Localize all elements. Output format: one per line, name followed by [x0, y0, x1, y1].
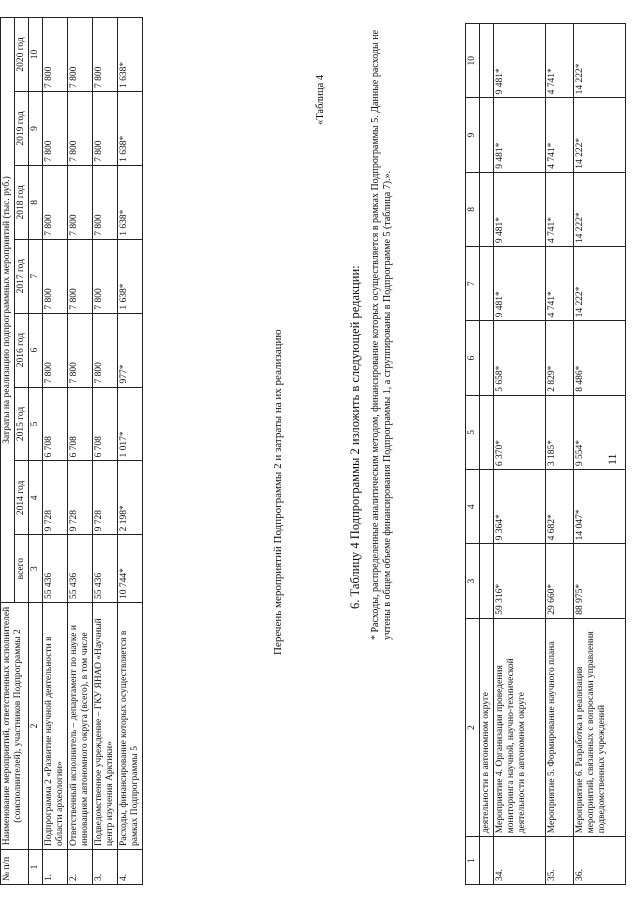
value-cell: 9 728 — [43, 461, 68, 535]
header-cell: всего — [15, 535, 29, 603]
value-cell: 7 800 — [43, 313, 68, 387]
table-row — [68, 18, 93, 885]
value-cell: 29 660* — [546, 544, 574, 618]
row-name: Подпрограмма 2 «Развитие научной деятельности в области археологии» — [43, 603, 68, 850]
value-cell: 2 829* — [546, 321, 574, 395]
table-row — [574, 24, 626, 885]
value-cell: 8 486* — [574, 321, 626, 395]
value-cell: 1 017* — [118, 387, 143, 461]
page-number: 11 — [605, 453, 619, 465]
header-cell: 8 — [466, 172, 480, 246]
row-number: 2. — [68, 850, 93, 885]
value-cell: 6 708 — [43, 387, 68, 461]
value-cell: 7 800 — [43, 91, 68, 165]
value-cell: 9 481* — [494, 24, 546, 98]
value-cell: 3 185* — [546, 395, 574, 469]
header-cell: 2 — [466, 618, 480, 837]
header-cell: 2019 год — [15, 91, 29, 165]
value-cell: 7 800 — [93, 91, 118, 165]
row-name: Расходы, финансирование которых осуществляется в рамках Подпрограммы 5 — [118, 603, 143, 850]
value-cell: 14 222* — [574, 247, 626, 321]
row-number: 3. — [93, 850, 118, 885]
section-heading: 6. Таблицу 4 Подпрограммы 2 изложить в следующей редакции: — [348, 265, 362, 609]
value-cell: 7 800 — [68, 18, 93, 92]
row-name: Мероприятие 5. Формирование научного плана — [546, 618, 574, 837]
value-cell: 9 554* — [574, 395, 626, 469]
value-cell: 7 800 — [68, 165, 93, 239]
value-cell: 4 741* — [546, 247, 574, 321]
value-cell: 9 481* — [494, 98, 546, 172]
value-cell: 6 708 — [68, 387, 93, 461]
table-cell — [480, 172, 494, 246]
table-row — [118, 18, 143, 885]
row-number: 35. — [546, 837, 574, 885]
value-cell: 4 741* — [546, 24, 574, 98]
value-cell: 6 370* — [494, 395, 546, 469]
header-cell: 2 — [29, 603, 43, 850]
value-cell: 55 436 — [68, 535, 93, 603]
table-row — [480, 24, 494, 885]
header-cell: 7 — [466, 247, 480, 321]
value-cell: 9 728 — [68, 461, 93, 535]
value-cell: 7 800 — [68, 91, 93, 165]
value-cell: 1 638* — [118, 165, 143, 239]
value-cell: 7 800 — [93, 165, 118, 239]
header-cell: 2015 год — [15, 387, 29, 461]
value-cell: 1 638* — [118, 18, 143, 92]
table-header-row — [1, 18, 15, 885]
header-cell: 9 — [466, 98, 480, 172]
value-cell: 7 800 — [93, 313, 118, 387]
table-caption: Перечень мероприятий Подпрограммы 2 и затраты на их реализацию — [272, 329, 284, 655]
header-cell: 4 — [466, 470, 480, 544]
header-cell: 5 — [29, 387, 43, 461]
value-cell: 14 222* — [574, 172, 626, 246]
header-cell: 2018 год — [15, 165, 29, 239]
value-cell: 14 222* — [574, 98, 626, 172]
header-cell: 1 — [466, 837, 480, 885]
header-cell: 8 — [29, 165, 43, 239]
table-header-row — [29, 18, 43, 885]
header-cell: 9 — [29, 91, 43, 165]
measures-costs-table — [0, 17, 143, 885]
header-cell: 3 — [466, 544, 480, 618]
row-number: 4. — [118, 850, 143, 885]
value-cell: 977* — [118, 313, 143, 387]
header-cell: 10 — [466, 24, 480, 98]
header-cell: 10 — [29, 18, 43, 92]
row-name: Мероприятие 4. Организация проведения мониторинга научной, научно-технической деятельности в автономном округе — [494, 618, 546, 837]
table-header-row — [466, 24, 480, 885]
value-cell: 7 800 — [93, 239, 118, 313]
header-cell: 7 — [29, 239, 43, 313]
header-cell: 2020 год — [15, 18, 29, 92]
value-cell: 9 728 — [93, 461, 118, 535]
table-row — [546, 24, 574, 885]
value-cell: 55 436 — [93, 535, 118, 603]
value-cell: 9 364* — [494, 470, 546, 544]
value-cell: 6 708 — [93, 387, 118, 461]
continuation-text: деятельности в автономном округе — [480, 618, 494, 837]
header-cell: 6 — [29, 313, 43, 387]
table-row — [494, 24, 546, 885]
header-cell: Наименование мероприятий, ответственных исполнителей (соисполнителей), участников Подпрограммы 2 — [1, 603, 29, 850]
value-cell: 88 975* — [574, 544, 626, 618]
measures-table-continued — [465, 23, 626, 885]
row-number: 1. — [43, 850, 68, 885]
value-cell: 10 744* — [118, 535, 143, 603]
value-cell: 9 481* — [494, 172, 546, 246]
row-name: Мероприятие 6. Разработка и реализация мероприятий, связанных с вопросами управления подведомственных учреждений — [574, 618, 626, 837]
value-cell: 5 658* — [494, 321, 546, 395]
value-cell: 9 481* — [494, 247, 546, 321]
table-cell — [480, 470, 494, 544]
value-cell: 4 741* — [546, 172, 574, 246]
header-cell: 4 — [29, 461, 43, 535]
table-row — [93, 18, 118, 885]
table-cell — [480, 98, 494, 172]
footnote: * Расходы, распределенные аналитическим методом, финансирование которых осуществляется в рамках Подпрограммы 5. Данные расходы не учтены в общем объеме финансирования Подпрограммы 1, а сгруппированы в Подпрограмме 5 (таблица 7).». — [370, 29, 393, 640]
value-cell: 14 047* — [574, 470, 626, 544]
header-cell: 3 — [29, 535, 43, 603]
table-label: «Таблица 4 — [315, 74, 326, 125]
header-cell: 6 — [466, 321, 480, 395]
table-row — [43, 18, 68, 885]
value-cell: 14 222* — [574, 24, 626, 98]
value-cell: 1 638* — [118, 91, 143, 165]
value-cell: 7 800 — [68, 313, 93, 387]
value-cell: 2 198* — [118, 461, 143, 535]
table-cell — [480, 395, 494, 469]
table-cell — [480, 247, 494, 321]
table-cell — [480, 544, 494, 618]
value-cell: 1 638* — [118, 239, 143, 313]
table-cell — [480, 321, 494, 395]
row-number: 36. — [574, 837, 626, 885]
row-name: Ответственный исполнитель – департамент по науке и инновациям автономного округа (всего), в том числе — [68, 603, 93, 850]
header-cell: 5 — [466, 395, 480, 469]
header-cell: Затраты на реализацию подпрограммных мероприятий (тыс. руб.) — [1, 18, 15, 603]
value-cell: 7 800 — [43, 165, 68, 239]
row-name: Подведомственное учреждение – ГКУ ЯНАО «Научный центр изучения Арктики» — [93, 603, 118, 850]
header-cell: 2017 год — [15, 239, 29, 313]
header-cell: № п/п — [1, 850, 29, 885]
value-cell: 7 800 — [68, 239, 93, 313]
value-cell: 7 800 — [93, 18, 118, 92]
value-cell: 4 741* — [546, 98, 574, 172]
value-cell: 59 316* — [494, 544, 546, 618]
value-cell: 7 800 — [43, 239, 68, 313]
header-cell: 2014 год — [15, 461, 29, 535]
row-number: 34. — [494, 837, 546, 885]
table-cell — [480, 837, 494, 885]
value-cell: 55 436 — [43, 535, 68, 603]
value-cell: 7 800 — [43, 18, 68, 92]
header-cell: 1 — [29, 850, 43, 885]
header-cell: 2016 год — [15, 313, 29, 387]
table-cell — [480, 24, 494, 98]
value-cell: 4 682* — [546, 470, 574, 544]
